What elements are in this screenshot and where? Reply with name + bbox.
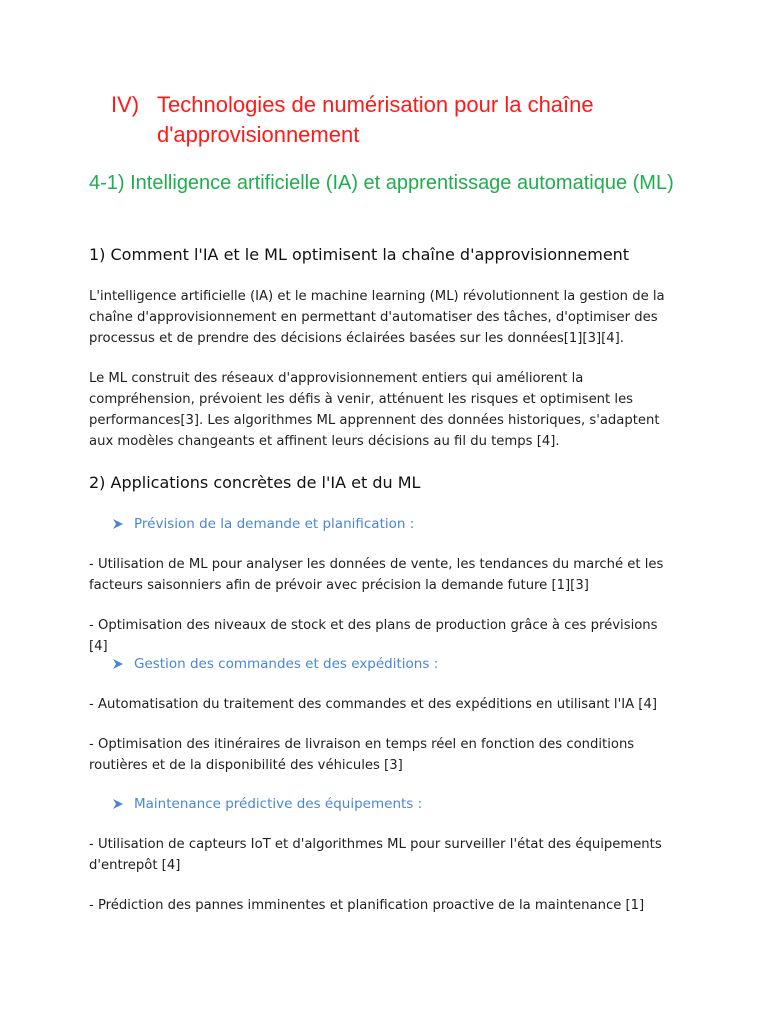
- list-item: - Prédiction des pannes imminentes et planification proactive de la maintenance [1]: [89, 898, 645, 913]
- arrowhead-bullet-icon: [112, 518, 134, 530]
- bullet-heading-label: Prévision de la demande et planification :: [134, 516, 415, 532]
- list-item: - Utilisation de ML pour analyser les données de vente, les tendances du marché et les facteurs saisonniers afin de prévoir avec précision la demande future [1][3]: [89, 557, 664, 593]
- list-item: - Automatisation du traitement des commandes et des expéditions en utilisant l'IA [4]: [89, 697, 657, 712]
- arrowhead-bullet-icon: [112, 658, 134, 670]
- bullet-heading: [112, 514, 414, 534]
- list-item: - Optimisation des niveaux de stock et des plans de production grâce à ces prévisions [4]: [89, 618, 658, 654]
- heading-2: 4-1) Intelligence artificielle (IA) et apprentissage automatique (ML): [89, 172, 674, 194]
- paragraph: Le ML construit des réseaux d'approvisionnement entiers qui améliorent la compréhension, prévoient les défis à venir, atténuent les risques et optimisent les performances[3]. Les algorithmes ML apprennent des données historiques, s'adaptent aux modèles changeants et affinent leurs décisions au fil du temps [4].: [89, 371, 660, 449]
- bullet-heading: [112, 794, 422, 814]
- heading-1: [111, 90, 711, 150]
- bullet-heading: [112, 654, 438, 674]
- heading-1-title: Technologies de numérisation pour la chaîne d'approvisionnement: [157, 92, 594, 147]
- section-1-title: 1) Comment l'IA et le ML optimisent la chaîne d'approvisionnement: [89, 245, 630, 264]
- bullet-heading-label: Maintenance prédictive des équipements :: [134, 796, 423, 812]
- bullet-heading-label: Gestion des commandes et des expéditions :: [134, 656, 439, 672]
- paragraph: L'intelligence artificielle (IA) et le machine learning (ML) révolutionnent la gestion de la chaîne d'approvisionnement en permettant d'automatiser des tâches, d'optimiser des processus et de prendre des décisions éclairées basées sur les données[1][3][4].: [89, 289, 665, 346]
- list-item: - Optimisation des itinéraires de livraison en temps réel en fonction des conditions routières et de la disponibilité des véhicules [3]: [89, 737, 635, 773]
- arrowhead-bullet-icon: [112, 798, 134, 810]
- list-item: - Utilisation de capteurs IoT et d'algorithmes ML pour surveiller l'état des équipements d'entrepôt [4]: [89, 837, 662, 873]
- section-2-title: 2) Applications concrètes de l'IA et du ML: [89, 473, 421, 492]
- heading-1-number: IV): [111, 92, 140, 117]
